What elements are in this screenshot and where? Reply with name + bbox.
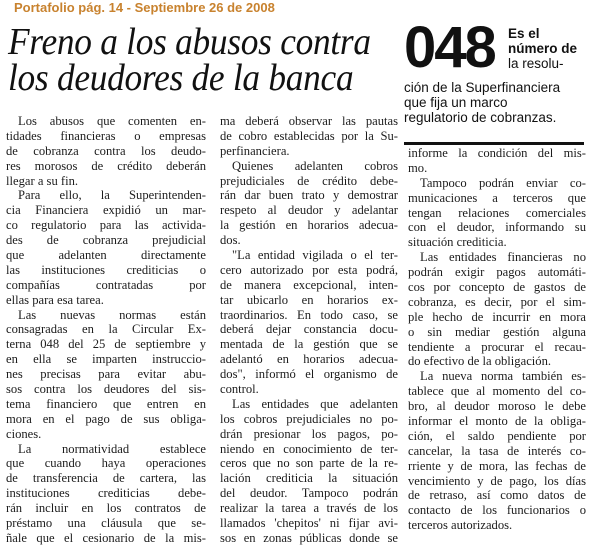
paragraph-line: Quienes adelanten cobros: [232, 158, 398, 173]
headline: [8, 21, 400, 99]
paragraph-line: ma deberá observar las pautas: [220, 114, 398, 128]
paragraph-line: res morosos de crédito deberán: [6, 158, 206, 173]
callout-text-bottom: [404, 80, 560, 125]
paragraph-line: respeto al deudor y adelantar: [220, 203, 398, 218]
paragraph-line: dos.: [220, 233, 241, 248]
paragraph-line: lación crediticia la situación: [220, 471, 398, 486]
paragraph-line: que cuando haya operaciones: [6, 456, 206, 471]
headline-line: Freno a los abusos contra: [8, 21, 371, 63]
callout-line: la resolu-: [508, 56, 564, 71]
paragraph-line: control.: [220, 382, 259, 397]
paragraph-line: con el deudor, informando su: [408, 220, 586, 235]
paragraph-line: la gestión en horarios adecua-: [220, 218, 398, 233]
paragraph-line: cia Financiera expidió un mar-: [6, 203, 206, 218]
paragraph-line: mora en el pago de sus obliga-: [6, 411, 206, 426]
paragraph-line: tar ubicarlo en horarios ex-: [220, 292, 398, 307]
paragraph-line: rán incluir en los contratos de: [6, 501, 206, 516]
paragraph-line: llamados 'chepitos' ni fijar avi-: [220, 516, 398, 531]
paragraph-line: municaciones a terceros que: [408, 190, 586, 205]
paragraph-line: Para ello, la Superintenden-: [18, 188, 206, 203]
paragraph-line: drán presionar los pagos, po-: [220, 426, 398, 441]
divider-rule: [404, 142, 584, 145]
callout-line: número de: [508, 41, 578, 56]
callout-text-top: [508, 26, 577, 71]
paragraph-line: realizar la tarea a través de los: [220, 501, 398, 516]
paragraph-line: cero autorizado por esta podrá,: [220, 262, 398, 277]
paragraph-line: deberá dejar constancia docu-: [220, 322, 398, 337]
paragraph-line: traordinarios. En todo caso, se: [220, 307, 398, 322]
callout-number: 048: [404, 15, 495, 80]
paragraph-line: cancelar, la tasa de interés co-: [408, 443, 586, 458]
paragraph-line: Las entidades financieras no: [420, 250, 586, 265]
paragraph-line: terceros autorizados.: [408, 518, 513, 533]
paragraph-line: tendiente a procurar el recau-: [408, 339, 586, 354]
paragraph-line: vencimiento y de pago, los días: [408, 473, 586, 488]
paragraph-line: o sin mediar gestión alguna: [408, 324, 586, 339]
paragraph-line: los cobros prejudiciales no po-: [220, 411, 398, 426]
paragraph-line: cobranza, es decir, por el sim-: [408, 294, 586, 309]
paragraph-line: tengan relaciones comerciales: [408, 205, 586, 220]
paragraph-line: compañías contratadas por: [6, 277, 206, 292]
paragraph-line: co regulatorio para las activida-: [6, 218, 206, 233]
paragraph-line: mo.: [408, 160, 428, 175]
callout-line: Es el: [508, 26, 540, 41]
paragraph-line: dos", informó el organismo de: [220, 367, 398, 382]
headline-line: los deudores de la banca: [8, 57, 354, 99]
paragraph-line: Las nuevas normas están: [18, 307, 206, 322]
paragraph-line: terna 048 del 25 de septiembre y: [6, 337, 206, 352]
article-column-3: [408, 146, 586, 533]
paragraph-line: tidades financieras o empresas: [6, 128, 206, 143]
article-column-1: [6, 114, 206, 546]
paragraph-line: nes precisas para evitar abu-: [6, 367, 206, 382]
source-citation: Portafolio pág. 14 - Septiembre 26 de 2008: [14, 0, 275, 15]
paragraph-line: informar el monto de la obliga-: [408, 414, 586, 429]
paragraph-line: ción, el saldo pendiente por: [408, 428, 586, 443]
paragraph-line: ciones.: [6, 426, 42, 441]
paragraph-line: préstamo una cláusula que se-: [6, 516, 206, 531]
paragraph-line: informe la condición del mis-: [408, 146, 586, 160]
paragraph-line: ceros que no son parte de la re-: [220, 456, 398, 471]
paragraph-line: consagradas en la Circular Ex-: [6, 322, 206, 337]
paragraph-line: las instituciones crediticias o: [6, 262, 206, 277]
paragraph-line: Las entidades que adelanten: [232, 396, 398, 411]
paragraph-line: rán dar buen trato y demostrar: [220, 188, 398, 203]
paragraph-line: ñale que el cesionario de la mis-: [6, 530, 206, 545]
paragraph-line: de transferencia de cartera, las: [6, 471, 206, 486]
paragraph-line: ellas para esa tarea.: [6, 292, 104, 307]
paragraph-line: niendo en conocimiento de ter-: [220, 441, 398, 456]
paragraph-line: situación crediticia.: [408, 235, 507, 250]
paragraph-line: de retraso, así como datos de: [408, 488, 586, 503]
paragraph-line: sos en zonas públicas donde se: [220, 530, 398, 545]
paragraph-line: que adelanten directamente: [6, 248, 206, 263]
paragraph-line: La nueva norma también es-: [420, 369, 586, 384]
callout-line: ción de la Superfinanciera: [404, 80, 561, 95]
article-column-2: [220, 114, 398, 546]
paragraph-line: podrán exigir pagos automáti-: [408, 265, 586, 280]
paragraph-line: perfinanciera.: [220, 143, 290, 158]
paragraph-line: cos por concepto de gastos de: [408, 280, 586, 295]
paragraph-line: tema financiero que entren en: [6, 396, 206, 411]
paragraph-line: tablece que al momento del co-: [408, 384, 586, 399]
paragraph-line: de cobro establecidas por la Su-: [220, 128, 398, 143]
paragraph-line: La normatividad establece: [18, 441, 206, 456]
paragraph-line: Tampoco podrán enviar co-: [420, 175, 586, 190]
paragraph-line: rriente y de mora, las fechas de: [408, 458, 586, 473]
paragraph-line: en ella se imparten instruccio-: [6, 352, 206, 367]
paragraph-line: bro, al deudor moroso le debe: [408, 399, 586, 414]
paragraph-line: sos contra los deudores del sis-: [6, 382, 206, 397]
paragraph-line: llegar a su fin.: [6, 173, 79, 188]
paragraph-line: adelantó en horarios adecua-: [220, 352, 398, 367]
paragraph-line: instituciones crediticias debe-: [6, 486, 206, 501]
paragraph-line: mentada de la gestión que se: [220, 337, 398, 352]
callout-line: regulatorio de cobranzas.: [404, 110, 557, 125]
paragraph-line: do efectivo de la obligación.: [408, 354, 552, 369]
paragraph-line: prejudiciales de crédito debe-: [220, 173, 398, 188]
paragraph-line: contacto de los funcionarios o: [408, 503, 586, 518]
paragraph-line: ple hecho de incurrir en mora: [408, 309, 586, 324]
paragraph-line: de cobranza contra los deudo-: [6, 143, 206, 158]
paragraph-line: "La entidad vigilada o el ter-: [232, 248, 398, 263]
paragraph-line: de manera excepcional, inten-: [220, 277, 398, 292]
paragraph-line: des de cobranza prejudicial: [6, 233, 206, 248]
paragraph-line: Los abusos que comenten en-: [18, 114, 206, 128]
callout-line: que fija un marco: [404, 95, 508, 110]
paragraph-line: del deudor. Tampoco podrán: [220, 486, 398, 501]
